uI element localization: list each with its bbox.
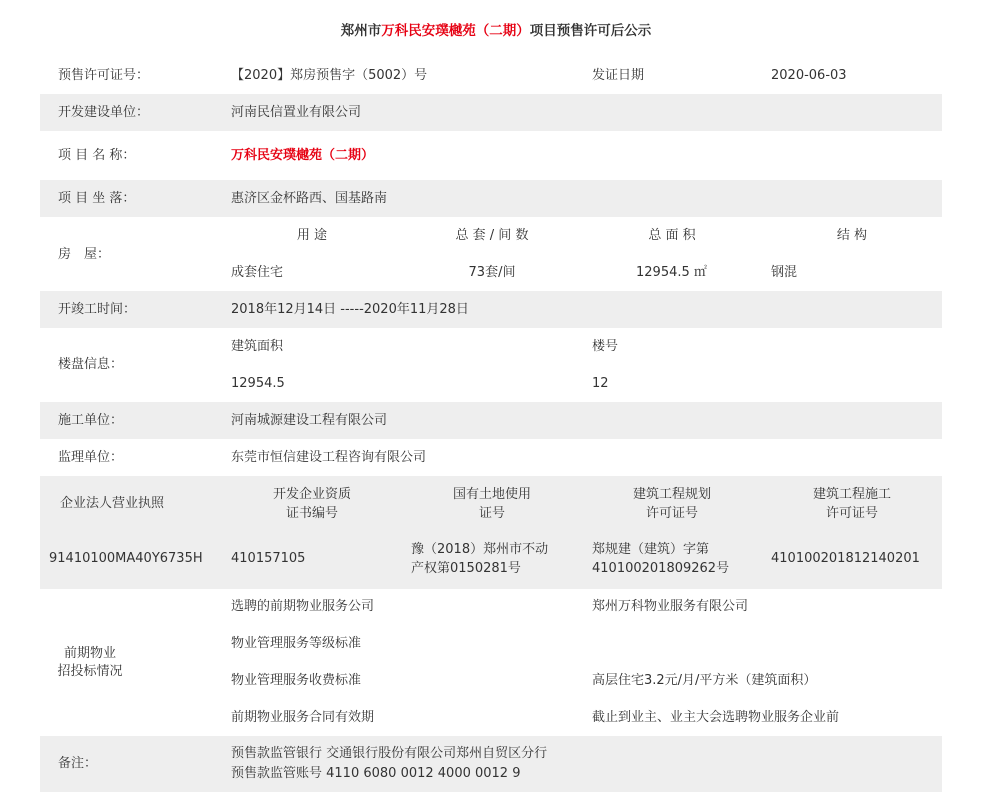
remarks-account: 预售款监管账号 4110 6080 0012 4000 0012 9 <box>231 766 521 781</box>
license-qualification-value: 410157105 <box>231 551 306 566</box>
permit-label: 预售许可证号： <box>58 68 150 83</box>
building-info-label: 楼盘信息： <box>58 357 124 372</box>
property-row-label: 前期物业服务合同有效期 <box>231 710 375 725</box>
property-row-value: 高层住宅3.2元/月/平方米（建筑面积） <box>592 673 817 688</box>
license-header-construction-2: 许可证号 <box>825 506 878 521</box>
location-value: 惠济区金杯路西、国基路南 <box>231 191 388 206</box>
developer-label: 开发建设单位： <box>58 105 150 120</box>
issue-date-value: 2020-06-03 <box>771 68 847 83</box>
license-header-construction-1: 建筑工程施工 <box>812 487 891 502</box>
construction-time-value: 2018年12月14日 -----2020年11月28日 <box>231 302 469 317</box>
property-label-line1: 前期物业 <box>63 646 116 661</box>
license-land-value-2: 产权第0150281号 <box>411 561 521 576</box>
construction-time-label: 开竣工时间： <box>58 302 137 317</box>
housing-label: 房 屋： <box>58 247 111 262</box>
housing-area-value: 12954.5 ㎡ <box>636 265 707 280</box>
property-row-label: 物业管理服务等级标准 <box>231 636 362 651</box>
property-row-value: 截止到业主、业主大会选聘物业服务企业前 <box>592 710 840 725</box>
building-no-value: 12 <box>592 376 609 391</box>
license-header-planning-1: 建筑工程规划 <box>632 487 711 502</box>
license-construction-value: 410100201812140201 <box>771 551 920 566</box>
building-area-value: 12954.5 <box>231 376 285 391</box>
page-title: 郑州市万科民安璞樾苑（二期）项目预售许可后公示 <box>340 23 652 39</box>
supervisor-value: 东莞市恒信建设工程咨询有限公司 <box>231 450 427 465</box>
housing-header-area: 总 面 积 <box>648 228 696 243</box>
housing-header-structure: 结 构 <box>836 228 868 243</box>
remarks-bank: 预售款监管银行 交通银行股份有限公司郑州自贸区分行 <box>231 746 548 761</box>
location-label: 项 目 坐 落： <box>58 191 136 206</box>
issue-date-label: 发证日期 <box>592 68 645 83</box>
housing-units-value: 73套/间 <box>468 265 516 280</box>
license-header-planning-2: 许可证号 <box>645 506 698 521</box>
project-name-value: 万科民安璞樾苑（二期） <box>231 148 375 163</box>
permit-number: 【2020】郑房预售字（5002）号 <box>231 68 428 83</box>
housing-header-usage: 用 途 <box>296 228 328 243</box>
project-name-label: 项 目 名 称： <box>58 148 136 163</box>
license-header-qualification-2: 证书编号 <box>285 506 338 521</box>
license-planning-value-2: 410100201809262号 <box>592 561 730 576</box>
building-no-label: 楼号 <box>592 339 619 354</box>
property-label-line2: 招投标情况 <box>57 664 123 679</box>
contractor-label: 施工单位： <box>58 413 124 428</box>
license-header-land-2: 证号 <box>478 506 505 521</box>
remarks-label: 备注： <box>58 756 98 771</box>
license-planning-value-1: 郑规建（建筑）字第 <box>592 542 710 557</box>
property-row-label: 物业管理服务收费标准 <box>231 673 362 688</box>
row-band-construction-time <box>40 291 942 328</box>
license-header-qualification-1: 开发企业资质 <box>272 487 351 502</box>
supervisor-label: 监理单位： <box>58 450 124 465</box>
building-area-label: 建筑面积 <box>231 339 284 354</box>
developer-value: 河南民信置业有限公司 <box>231 105 362 120</box>
housing-structure-value: 钢混 <box>771 265 798 280</box>
row-band-location <box>40 180 942 217</box>
license-land-value-1: 豫（2018）郑州市不动 <box>411 542 549 557</box>
housing-header-units: 总 套 / 间 数 <box>455 228 529 243</box>
license-header-business: 企业法人营业执照 <box>59 496 164 511</box>
property-row-value: 郑州万科物业服务有限公司 <box>592 599 749 614</box>
contractor-value: 河南城源建设工程有限公司 <box>231 413 388 428</box>
license-header-land-1: 国有土地使用 <box>452 487 531 502</box>
housing-usage-value: 成套住宅 <box>231 265 284 280</box>
license-business-value: 91410100MA40Y6735H <box>49 551 203 566</box>
row-band-developer <box>40 94 942 131</box>
row-band-contractor <box>40 402 942 439</box>
property-row-label: 选聘的前期物业服务公司 <box>231 599 375 614</box>
